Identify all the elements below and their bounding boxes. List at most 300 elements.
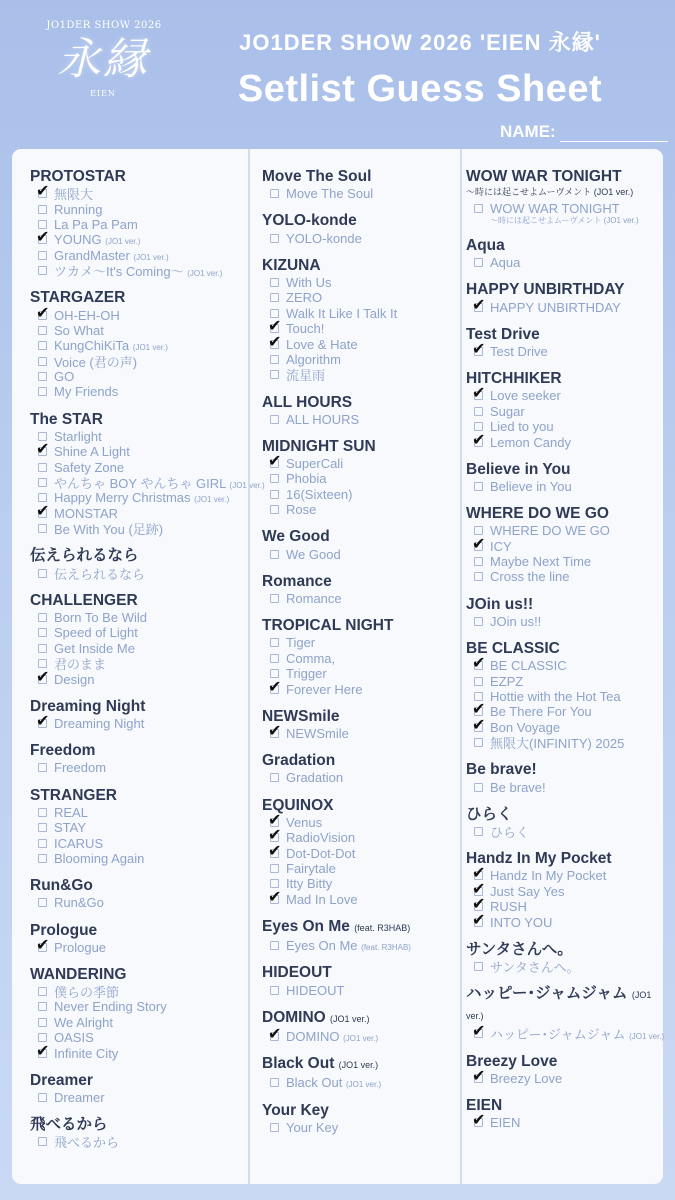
empty-checkbox[interactable] [38,823,47,832]
empty-checkbox[interactable] [38,326,47,335]
song-title: Dreamer [54,1090,105,1106]
album-title [262,796,460,815]
song-item[interactable] [30,984,248,999]
album-title [466,1052,663,1071]
song-item[interactable] [262,726,460,741]
song-note: (feat. R3HAB) [361,943,411,953]
album-group [262,256,460,383]
song-title: Cross the line [490,569,570,585]
album-title-text: Black Out [262,1055,335,1073]
song-item[interactable] [466,658,663,673]
album-group [30,876,248,910]
song-item[interactable] [262,681,460,696]
album-title [262,393,460,412]
song-title: Design [54,671,95,687]
album-title [30,1115,248,1134]
song-label [54,202,102,217]
empty-checkbox[interactable] [38,763,47,772]
empty-checkbox[interactable] [270,864,279,873]
song-item[interactable] [262,892,460,907]
checked-checkbox[interactable] [474,303,483,312]
song-item[interactable] [30,232,248,247]
song-item[interactable] [466,569,663,584]
song-item[interactable] [30,805,248,820]
empty-checkbox[interactable] [38,898,47,907]
album-title-text: 伝えられるなら [30,547,139,565]
empty-checkbox[interactable] [270,474,279,483]
song-title: EZPZ [490,673,524,689]
song-title: Voice (君の声) [54,354,138,370]
song-item[interactable] [30,1030,248,1045]
song-item[interactable] [30,1134,248,1149]
empty-checkbox[interactable] [38,613,47,622]
album-group [466,1096,663,1130]
song-item[interactable] [30,656,248,671]
song-item[interactable] [262,876,460,891]
song-item[interactable] [466,779,663,794]
song-item[interactable] [262,1029,460,1044]
empty-checkbox[interactable] [270,355,279,364]
song-item[interactable] [262,591,460,606]
song-label [54,1132,119,1151]
album-title [466,760,663,779]
song-item[interactable] [466,1115,663,1130]
empty-checkbox[interactable] [38,644,47,653]
song-item[interactable] [262,635,460,650]
song-title: SuperCali [286,456,344,472]
empty-checkbox[interactable] [38,1018,47,1027]
song-label [54,564,145,583]
song-item[interactable] [30,610,248,625]
song-item[interactable] [262,938,460,953]
empty-checkbox[interactable] [270,1123,279,1132]
song-title: Running [54,201,103,217]
empty-checkbox[interactable] [38,478,47,487]
song-item[interactable] [262,186,460,201]
song-label [286,876,332,891]
album-title-text: HAPPY UNBIRTHDAY [466,281,625,299]
song-label [286,502,316,517]
song-label [54,352,137,371]
song-item[interactable] [30,354,248,369]
song-item[interactable] [30,565,248,580]
album-group [30,410,265,538]
song-title: 無限大 [54,187,94,203]
checked-checkbox[interactable] [474,661,483,670]
song-item[interactable] [262,815,460,830]
song-label [54,184,93,203]
empty-checkbox[interactable] [474,783,483,792]
album-subtitle: ～時には起こせよムーヴメント (JO1 ver.) [466,187,634,197]
empty-checkbox[interactable] [270,986,279,995]
album-title-text: Dreamer [30,1071,93,1089]
empty-checkbox[interactable] [270,941,279,950]
song-item[interactable] [262,306,460,321]
song-item[interactable] [262,1120,460,1135]
song-item[interactable] [466,824,663,839]
checked-checkbox[interactable] [270,729,279,738]
empty-checkbox[interactable] [474,204,483,213]
checked-checkbox[interactable] [38,189,47,198]
empty-checkbox[interactable] [38,839,47,848]
checked-checkbox[interactable] [38,719,47,728]
song-item[interactable] [262,412,460,427]
song-item[interactable] [466,959,663,974]
empty-checkbox[interactable] [38,251,47,260]
empty-checkbox[interactable] [474,827,483,836]
song-label [286,1120,338,1135]
album-group [262,796,460,907]
album-title-note: (JO1 ver.) [338,1060,379,1071]
empty-checkbox[interactable] [38,266,47,275]
song-item[interactable] [262,336,460,351]
song-item[interactable] [262,456,460,471]
song-title: Be brave! [490,779,546,795]
album-title-note: (feat. R3HAB) [354,922,411,933]
empty-checkbox[interactable] [474,962,483,971]
song-item[interactable] [262,546,460,561]
song-item[interactable] [262,770,460,785]
song-title: Believe in You [490,478,572,494]
song-item[interactable] [30,1090,248,1105]
empty-checkbox[interactable] [38,854,47,863]
song-item[interactable] [30,851,248,866]
checked-checkbox[interactable] [270,340,279,349]
song-item[interactable] [466,1026,663,1041]
album-title-text: Handz In My Pocket [466,850,612,868]
album-title-text: ひらく [466,805,513,823]
song-item[interactable] [30,263,248,278]
album-group [466,1052,663,1086]
song-item[interactable] [466,673,663,688]
song-item[interactable] [30,716,248,731]
song-item[interactable] [262,830,460,845]
empty-checkbox[interactable] [38,628,47,637]
checked-checkbox[interactable] [270,685,279,694]
empty-checkbox[interactable] [474,617,483,626]
song-label [54,610,147,625]
song-item[interactable] [30,384,248,399]
album-title [30,410,248,429]
empty-checkbox[interactable] [270,278,279,287]
song-title: サンタさんへ。 [490,959,580,975]
song-item[interactable] [262,845,460,860]
song-item[interactable] [30,323,248,338]
album-title-text: DOMINO [262,1008,326,1026]
song-label [286,666,327,681]
checked-checkbox[interactable] [474,347,483,356]
song-item[interactable] [262,471,460,486]
song-label [490,300,621,315]
song-label [490,822,529,841]
song-item[interactable] [466,419,663,434]
checked-checkbox[interactable] [270,1032,279,1041]
name-label: NAME: [500,122,556,141]
song-item[interactable] [30,671,248,686]
empty-checkbox[interactable] [270,594,279,603]
checked-checkbox[interactable] [474,438,483,447]
empty-checkbox[interactable] [270,490,279,499]
album-group [466,849,663,930]
empty-checkbox[interactable] [270,234,279,243]
song-title: JOin us!! [490,613,542,629]
song-item[interactable] [262,982,460,997]
empty-checkbox[interactable] [38,524,47,533]
song-item[interactable] [466,404,663,419]
empty-checkbox[interactable] [270,370,279,379]
song-label [286,892,358,907]
song-item[interactable] [466,1071,663,1086]
song-item[interactable] [30,1045,248,1060]
album-title-text: Romance [262,572,332,590]
album-title [30,697,248,716]
song-title: WOW WAR TONIGHT [490,201,620,216]
song-item[interactable] [262,651,460,666]
song-title: We Alright [54,1014,114,1030]
song-label [286,726,349,741]
song-title: Gradation [286,770,344,786]
song-item[interactable] [30,895,248,910]
song-label [54,308,120,323]
song-item[interactable] [30,186,248,201]
song-title: YOLO-konde [286,230,362,246]
song-item[interactable] [262,487,460,502]
album-title-text: WOW WAR TONIGHT [466,168,622,185]
song-label [490,479,572,494]
album-title-text: MIDNIGHT SUN [262,437,376,455]
checked-checkbox[interactable] [474,1118,483,1127]
song-label [490,704,592,719]
album-title [30,786,248,805]
song-item[interactable] [30,369,248,384]
song-title: GO [54,369,75,385]
song-item[interactable] [30,444,248,459]
empty-checkbox[interactable] [38,1093,47,1102]
checked-checkbox[interactable] [38,311,47,320]
song-item[interactable] [30,820,248,835]
song-note: (JO1 ver.) [105,237,141,247]
song-item[interactable] [262,275,460,290]
name-blank-line[interactable] [560,128,668,142]
song-item[interactable] [262,230,460,245]
song-item[interactable] [30,760,248,775]
checked-checkbox[interactable] [38,235,47,244]
empty-checkbox[interactable] [270,189,279,198]
song-item[interactable] [262,321,460,336]
empty-checkbox[interactable] [474,407,483,416]
album-title-text: STRANGER [30,786,117,804]
empty-checkbox[interactable] [474,738,483,747]
song-item[interactable] [30,1015,248,1030]
song-item[interactable] [30,201,248,216]
song-note: (JO1 ver.) [187,269,223,279]
song-item[interactable] [30,475,265,492]
empty-checkbox[interactable] [38,987,47,996]
empty-checkbox[interactable] [38,463,47,472]
album-group [466,504,663,585]
checked-checkbox[interactable] [38,447,47,456]
album-title-text: We Good [262,528,330,546]
album-group [262,572,460,606]
song-item[interactable] [30,940,248,955]
empty-checkbox[interactable] [38,808,47,817]
album-title-text: Eyes On Me [262,917,350,935]
song-item[interactable] [262,1075,460,1090]
album-group [262,393,460,427]
song-item[interactable] [466,689,663,704]
song-item[interactable] [30,217,248,232]
song-item[interactable] [466,868,663,883]
song-item[interactable] [30,835,248,850]
album-title-text: Move The Soul [262,168,372,185]
song-title: ALL HOURS [286,411,360,427]
album-group [262,616,460,697]
song-item[interactable] [466,735,663,750]
song-title: Fairytale [286,860,336,876]
song-title: Never Ending Story [54,999,167,1015]
album-title [466,940,663,959]
song-title: Touch! [286,321,325,337]
checked-checkbox[interactable] [474,1029,483,1038]
name-row [500,122,668,142]
song-item[interactable] [30,429,248,444]
song-item[interactable] [30,490,248,505]
song-item[interactable] [466,479,663,494]
empty-checkbox[interactable] [474,557,483,566]
song-title: Aqua [490,255,521,271]
empty-checkbox[interactable] [270,550,279,559]
empty-checkbox[interactable] [474,677,483,686]
empty-checkbox[interactable] [270,638,279,647]
song-item[interactable] [466,434,663,449]
album-title [30,288,248,307]
song-title: Love seeker [490,388,561,404]
empty-checkbox[interactable] [38,1137,47,1146]
song-item[interactable] [466,200,663,226]
album-title [466,167,663,186]
empty-checkbox[interactable] [270,773,279,782]
empty-checkbox[interactable] [38,357,47,366]
album-title-text: PROTOSTAR [30,168,126,185]
song-label [286,471,326,486]
song-title: MONSTAR [54,505,119,521]
song-item[interactable] [30,307,248,322]
song-title: Rose [286,502,317,518]
song-title: ツカメ～It's Coming～ [54,264,184,280]
checked-checkbox[interactable] [38,509,47,518]
album-title-text: CHALLENGER [30,591,138,609]
album-group [30,965,248,1061]
song-title: ICARUS [54,835,104,851]
song-label [490,388,561,403]
song-item[interactable] [30,999,248,1014]
song-item[interactable] [262,290,460,305]
album-group [30,167,248,278]
song-title: We Good [286,546,341,562]
song-item[interactable] [262,502,460,517]
song-item[interactable] [466,914,663,929]
song-label [54,384,118,399]
song-label [286,290,322,305]
song-item[interactable] [466,344,663,359]
song-item[interactable] [466,539,663,554]
album-title-text: EIEN [466,1096,503,1114]
album-group [262,707,460,741]
empty-checkbox[interactable] [38,1002,47,1011]
checked-checkbox[interactable] [270,849,279,858]
empty-checkbox[interactable] [270,293,279,302]
song-note: (JO1 ver.) [343,1033,379,1043]
song-label [490,554,591,569]
song-item[interactable] [466,255,663,270]
song-item[interactable] [466,899,663,914]
song-label [54,654,106,673]
song-item[interactable] [466,884,663,899]
checked-checkbox[interactable] [474,391,483,400]
song-item[interactable] [262,367,460,382]
song-item[interactable] [262,861,460,876]
empty-checkbox[interactable] [270,1078,279,1087]
empty-checkbox[interactable] [38,372,47,381]
song-item[interactable] [466,614,663,629]
album-title-text: Freedom [30,742,96,760]
album-title-text: NEWSmile [262,707,340,725]
album-group [30,697,248,731]
album-title [262,167,460,186]
song-label [286,365,325,384]
checked-checkbox[interactable] [474,723,483,732]
album-group [466,595,663,629]
empty-checkbox[interactable] [38,387,47,396]
empty-checkbox[interactable] [474,482,483,491]
empty-checkbox[interactable] [270,505,279,514]
song-title: Forever Here [286,681,363,697]
song-item[interactable] [466,388,663,403]
empty-checkbox[interactable] [474,258,483,267]
song-item[interactable] [262,666,460,681]
song-label [54,940,106,955]
checked-checkbox[interactable] [38,675,47,684]
song-item[interactable] [466,523,663,538]
checked-checkbox[interactable] [474,1074,483,1083]
song-title: 流星雨 [286,368,326,384]
song-title: My Friends [54,384,119,400]
empty-checkbox[interactable] [270,415,279,424]
empty-checkbox[interactable] [38,341,47,350]
album-group [30,546,248,580]
checked-checkbox[interactable] [474,542,483,551]
checked-checkbox[interactable] [270,895,279,904]
empty-checkbox[interactable] [38,569,47,578]
album-title [466,236,663,255]
song-title: Black Out [286,1075,343,1091]
empty-checkbox[interactable] [38,205,47,214]
checked-checkbox[interactable] [38,1049,47,1058]
album-title-text: サンタさんへ。 [466,940,573,958]
empty-checkbox[interactable] [270,654,279,663]
checked-checkbox[interactable] [474,918,483,927]
song-item[interactable] [30,625,248,640]
song-item[interactable] [466,299,663,314]
song-item[interactable] [30,521,248,536]
empty-checkbox[interactable] [474,572,483,581]
checked-checkbox[interactable] [38,943,47,952]
checked-checkbox[interactable] [270,459,279,468]
song-item[interactable] [466,554,663,569]
song-title: RadioVision [286,830,356,846]
song-item[interactable] [466,704,663,719]
song-title: Maybe Next Time [490,554,592,570]
